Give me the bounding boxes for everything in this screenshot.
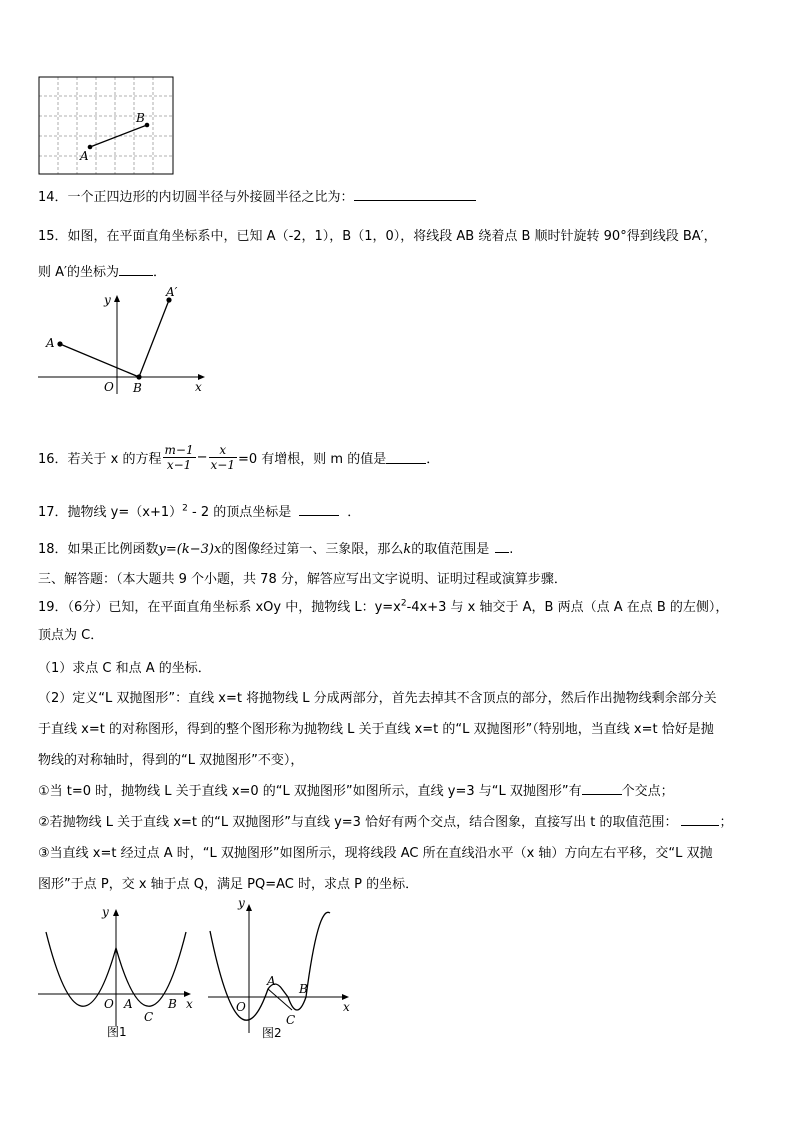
question-19-exponent: 2 [400,598,407,609]
fraction-1 [163,443,196,472]
label-o: O [104,997,114,1011]
minus-sign: − [196,450,208,465]
question-17-prefix: 17．抛物线 y=（x+1） [38,505,183,520]
segment-ba-prime [139,300,169,377]
label-y: y [238,896,245,910]
segment-ab [60,344,139,377]
fraction-2 [209,443,237,472]
y-axis-arrow [246,904,252,911]
answer-blank-18[interactable] [495,540,509,553]
label-c: C [286,1013,296,1027]
fraction-2-numerator: x [209,443,237,458]
answer-blank-15[interactable] [119,263,153,276]
question-19-sub2-pre: ②若抛物线 L 关于直线 x=t 的“L 双抛图形”与直线 y=3 恰好有两个交点，结合图象，直接写出 t 的取值范围： [38,815,678,830]
question-19-part1-text: （1）求点 C 和点 A 的坐标． [38,661,211,676]
question-15-end: ． [152,265,166,280]
q15-coordinate-figure [38,284,213,396]
label-x: x [186,997,193,1011]
label-b: B [299,982,308,996]
point-b [136,374,141,379]
section-3-heading [38,568,567,587]
label-b: B [133,381,142,395]
segment-ab [90,125,147,147]
y-axis-arrow [113,909,119,916]
label-y: y [102,905,109,919]
section-3-text: 三、解答题：（本大题共 9 个小题，共 78 分，解答应写出文字说明、证明过程或演算步骤． [38,572,567,587]
question-15-line2 [38,261,166,280]
label-y: y [104,293,111,307]
question-19-part2-line3 [38,749,303,768]
figure-1 [36,898,198,1040]
label-o: O [236,1000,246,1014]
point-a [57,341,62,346]
fraction-2-denominator: x−1 [210,458,235,472]
label-a: A [80,149,89,163]
question-19-sub3-line2 [38,873,418,892]
label-o: O [104,380,114,394]
question-19-line2 [38,624,103,643]
question-15-prompt: 则 A′的坐标为 [38,265,119,280]
question-16-prefix: 16．若关于 x 的方程 [38,452,162,467]
question-19-sub2 [38,811,732,830]
question-19-sub1 [38,780,674,799]
question-17-exponent: 2 [182,503,188,514]
point-b [145,123,150,128]
label-a: A [267,974,276,988]
question-19-part2-line1 [38,687,717,706]
label-b: B [168,997,177,1011]
answer-blank-17[interactable] [299,503,339,516]
question-17 [38,501,360,520]
question-18-middle: 的图像经过第一、三象限，那么 [221,542,404,557]
question-16 [38,443,439,472]
label-x: x [195,380,202,394]
question-19-line1-post: -4x+3 与 x 轴交于 A，B 两点（点 A 在点 B 的左侧）， [406,600,729,615]
label-x: x [343,1000,350,1014]
question-19-sub1-pre: ①当 t=0 时，抛物线 L 关于直线 x=0 的“L 双抛图形”如图所示，直线 y=3 与“L 双抛图形”有 [38,784,582,799]
y-axis-arrow [114,295,120,302]
question-16-end: ． [426,452,440,467]
figure-2 [206,893,356,1043]
question-19-sub3-l1: ③当直线 x=t 经过点 A 时，“L 双抛图形”如图所示，现将线段 AC 所在直线沿水平（x 轴）方向左右平移，交“L 双抛 [38,846,713,861]
question-18-prefix: 18．如果正比例函数 [38,542,159,557]
question-14 [38,186,476,205]
question-18-suffix: 的取值范围是 [411,542,490,557]
question-18-end: . [509,542,514,557]
question-19-part2-line2 [38,718,714,737]
question-15-text: 15．如图，在平面直角坐标系中，已知 A（-2，1），B（1，0），将线段 AB 绕着点 B 顺时针旋转 90°得到线段 BA′， [38,229,717,244]
question-18-k: k [403,542,412,557]
grid-figure [38,76,178,178]
question-17-suffix: - 2 的顶点坐标是 [187,505,292,520]
answer-blank-19-2[interactable] [681,813,719,826]
question-19-sub3-l2: 图形”于点 P，交 x 轴于点 Q，满足 PQ=AC 时，求点 P 的坐标． [38,877,419,892]
figure-2-caption: 图2 [262,1026,282,1040]
question-17-end: ． [347,505,361,520]
question-14-text: 14．一个正四边形的内切圆半径与外接圆半径之比为： [38,190,354,205]
question-18 [38,538,513,557]
label-c: C [144,1010,154,1024]
question-19-sub2-post: ； [719,815,733,830]
question-19-sub1-post: 个交点； [621,784,674,799]
question-19-sub3-line1 [38,842,713,861]
label-a-prime: A′ [166,285,178,299]
figure-1-caption: 图1 [107,1025,127,1039]
fraction-1-numerator: m−1 [164,443,194,457]
label-b: B [136,111,145,125]
question-19-part1 [38,657,211,676]
question-18-formula: y=(k−3)x [158,542,222,557]
question-19-line2-text: 顶点为 C． [38,628,104,643]
question-19-part2-l3: 物线的对称轴时，得到的“L 双抛图形”不变）， [38,753,304,768]
answer-blank-19-1[interactable] [582,782,622,795]
question-19-line1-pre: 19．（6分）已知，在平面直角坐标系 xOy 中，抛物线 L：y=x [38,600,401,615]
answer-blank-14[interactable] [354,188,476,201]
fraction-1-denominator: x−1 [166,458,192,472]
question-15-line1 [38,225,717,244]
answer-blank-16[interactable] [386,451,426,464]
l-double-parabola-curve [210,912,330,1020]
question-19-line1 [38,596,728,615]
label-a: A [124,997,133,1011]
question-19-part2-l2: 于直线 x=t 的对称图形，得到的整个图形称为抛物线 L 关于直线 x=t 的“L 双抛图形”（特别地，当直线 x=t 恰好是抛 [38,722,714,737]
label-a: A [46,336,55,350]
question-19-part2-l1: （2）定义“L 双抛图形”：直线 x=t 将抛物线 L 分成两部分，首先去掉其不含顶点的部分，然后作出抛物线剩余部分关 [38,691,717,706]
question-16-suffix: =0 有增根，则 m 的值是 [237,452,387,467]
